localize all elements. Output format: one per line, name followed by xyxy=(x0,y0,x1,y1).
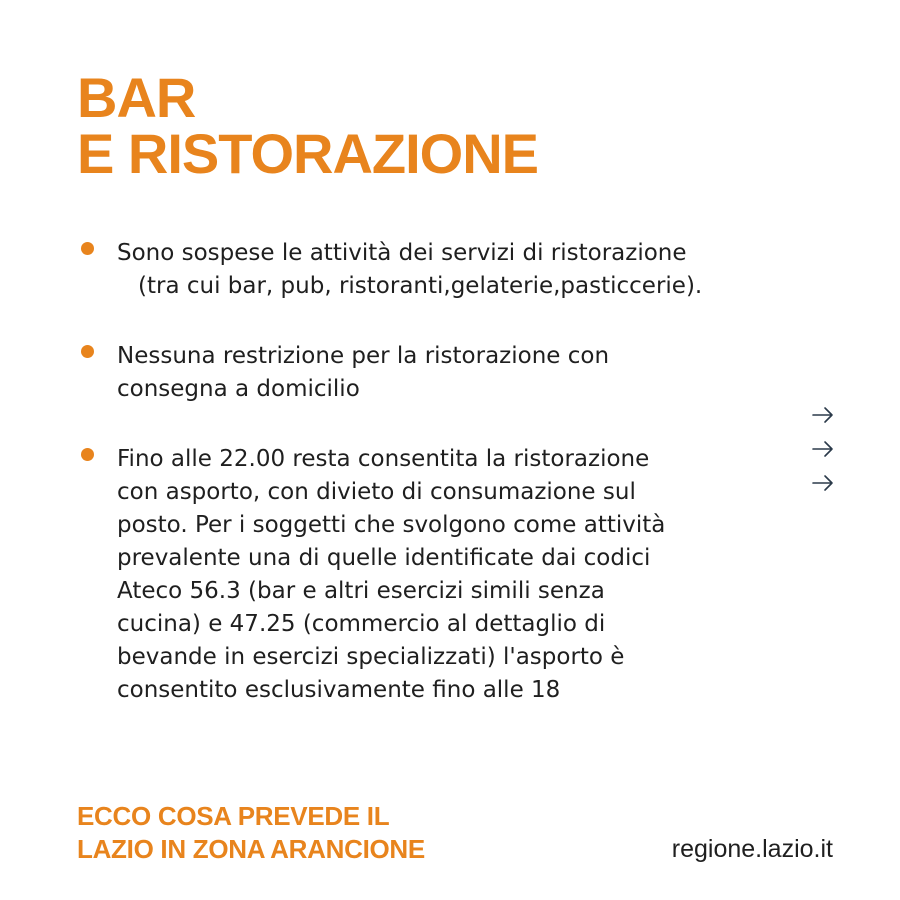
title-line-1: BAR xyxy=(77,66,196,129)
bullet-dot-icon xyxy=(81,345,94,358)
bullet-dot-icon xyxy=(81,242,94,255)
bullet-text-line: bevande in esercizi specializzati) l'asporto è xyxy=(117,644,625,670)
bullet-text-line: consegna a domicilio xyxy=(117,376,360,402)
bullet-text-line: Ateco 56.3 (bar e altri esercizi simili senza xyxy=(117,578,605,604)
arrow-right-icon xyxy=(810,432,836,466)
footer-caption-line-1: ECCO COSA PREVEDE IL xyxy=(77,801,390,831)
bullet-item-takeaway xyxy=(80,443,800,707)
next-slide-arrows[interactable] xyxy=(810,398,836,500)
arrow-right-icon xyxy=(810,398,836,432)
bullet-text-line: prevalente una di quelle identificate dai codici xyxy=(117,545,651,571)
title-line-2: E RISTORAZIONE xyxy=(77,122,539,185)
bullet-list xyxy=(80,237,800,707)
footer-caption-line-2: LAZIO IN ZONA ARANCIONE xyxy=(77,834,425,864)
bullet-dot-icon xyxy=(81,448,94,461)
bullet-text-line: con asporto, con divieto di consumazione sul xyxy=(117,479,636,505)
arrow-right-icon xyxy=(810,466,836,500)
bullet-item-delivery xyxy=(80,340,800,406)
bullet-text-line: cucina) e 47.25 (commercio al dettaglio di xyxy=(117,611,606,637)
page-title xyxy=(77,66,539,185)
bullet-text-line: Sono sospese le attività dei servizi di ristorazione xyxy=(117,240,687,266)
bullet-item-suspension xyxy=(80,237,800,303)
bullet-text-line: (tra cui bar, pub, ristoranti,gelaterie,pasticcerie). xyxy=(138,273,703,299)
bullet-text-line: consentito esclusivamente fino alle 18 xyxy=(117,677,561,703)
bullet-text-line: Nessuna restrizione per la ristorazione con xyxy=(117,343,610,369)
footer-caption xyxy=(77,800,425,866)
bullet-text-line: Fino alle 22.00 resta consentita la ristorazione xyxy=(117,446,650,472)
bullet-text-line: posto. Per i soggetti che svolgono come attività xyxy=(117,512,666,538)
website-label: regione.lazio.it xyxy=(671,835,833,863)
